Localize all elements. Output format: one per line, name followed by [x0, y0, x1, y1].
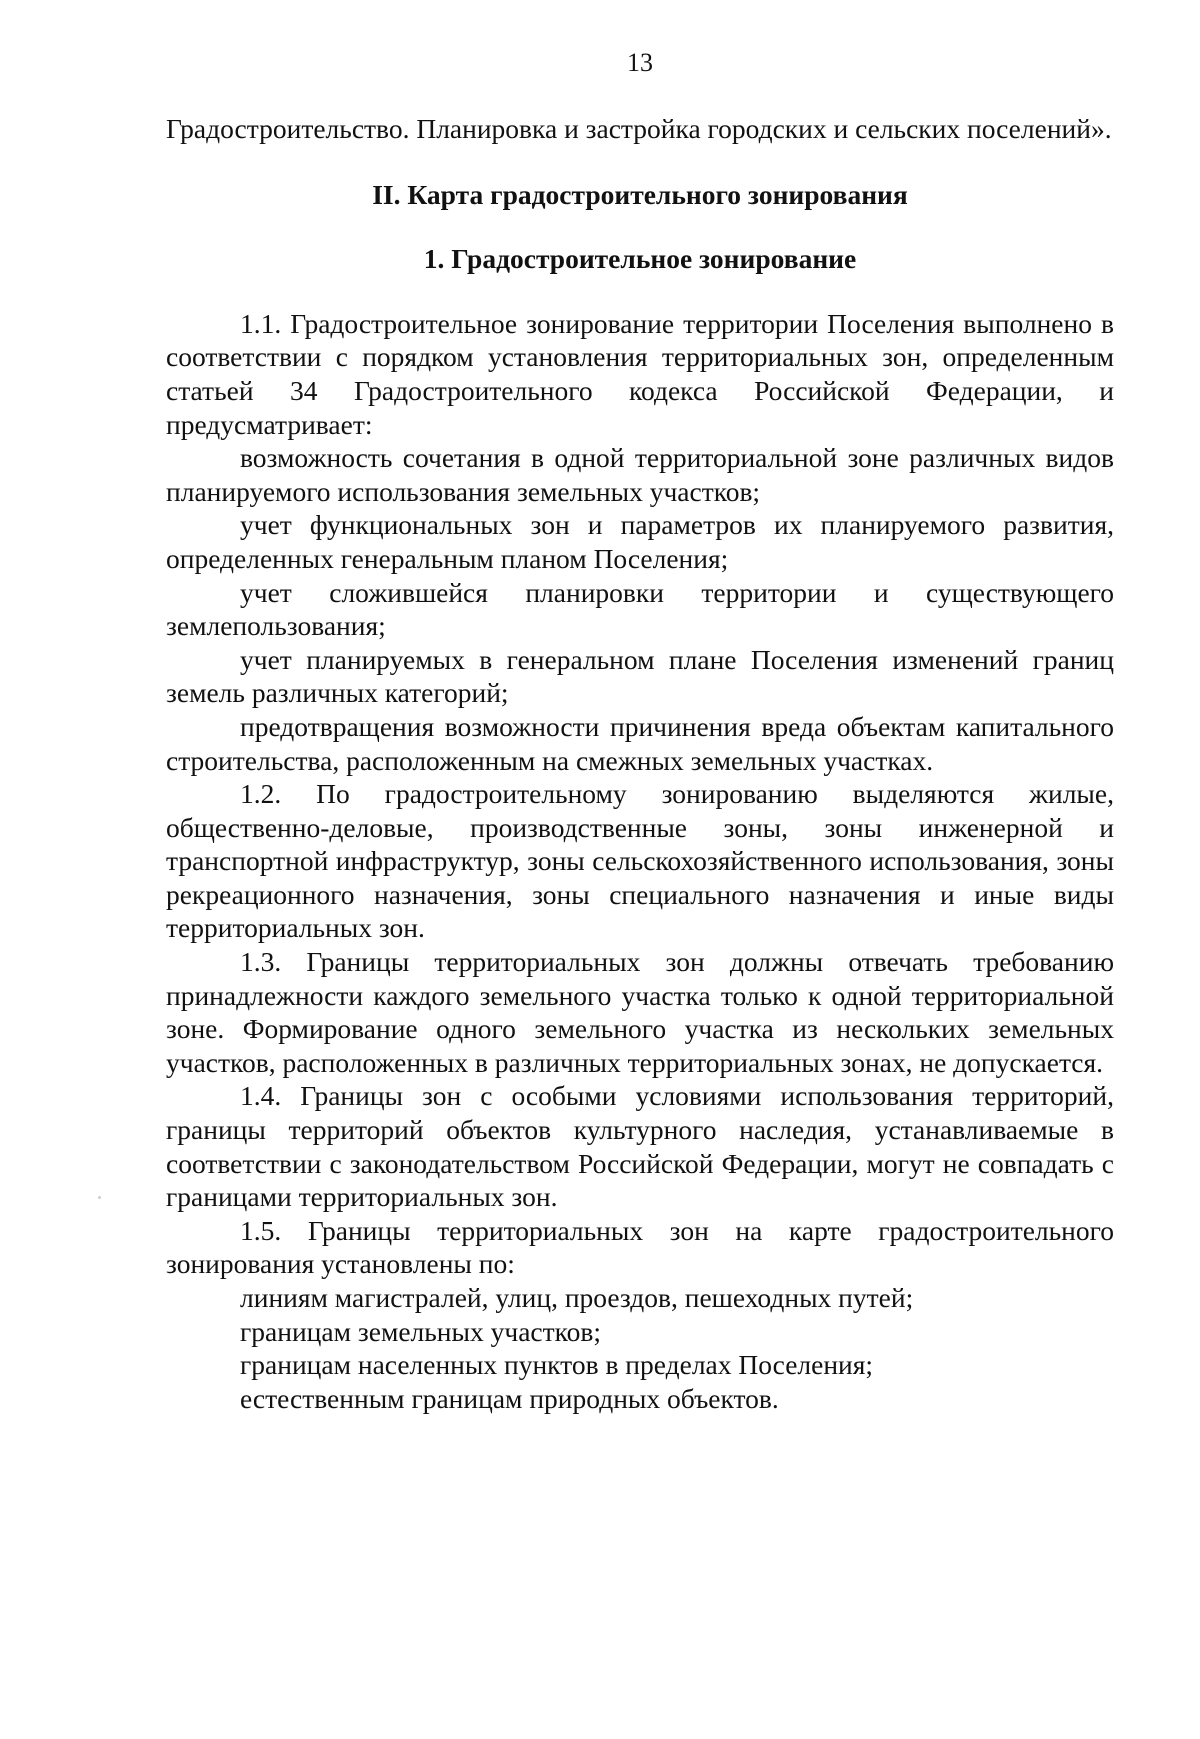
paragraph-1-4: 1.4. Границы зон с особыми условиями использования территорий, границы территорий объектов культурного наследия, устанавливаемые в соответствии с законодательством Российской Федерации, могут не совпадать с границами территориальных зон. — [166, 1080, 1114, 1213]
paragraph-1-5: 1.5. Границы территориальных зон на карте градостроительного зонирования установлены по: — [166, 1214, 1114, 1280]
list-item: линиям магистралей, улиц, проездов, пешеходных путей; — [240, 1282, 914, 1313]
paragraph-1-2: 1.2. По градостроительному зонированию выделяются жилые, общественно-деловые, производственные зоны, зоны инженерной и транспортной инфраструктур, зоны сельскохозяйственного использования, зоны рекреационного назначения, зоны специального назначения и иные виды территориальных зон. — [166, 778, 1114, 944]
document-body — [166, 112, 1114, 1415]
list-item: границам населенных пунктов в пределах Поселения; — [240, 1349, 874, 1381]
list-item: естественным границам природных объектов. — [240, 1382, 779, 1414]
paragraph-1-3: 1.3. Границы территориальных зон должны отвечать требованию принадлежности каждого земельного участка только к одной территориальной зоне. Формирование одного земельного участка из нескольких земельных участков, расположенных в различных территориальных зонах, не допускается. — [166, 946, 1114, 1078]
scan-speck — [98, 1196, 101, 1199]
list-item: учет функциональных зон и параметров их планируемого развития, определенных генеральным планом Поселения; — [166, 509, 1114, 574]
paragraph-1-1: 1.1. Градостроительное зонирование территории Поселения выполнено в соответствии с порядком установления территориальных зон, определенным статьей 34 Градостроительного кодекса Российской Федерации, и предусматривает: — [166, 307, 1114, 440]
section-heading: II. Карта градостроительного зонирования — [372, 178, 908, 210]
subsection-heading: 1. Градостроительное зонирование — [423, 243, 857, 275]
intro-paragraph: Градостроительство. Планировка и застройка городских и сельских поселений». — [166, 113, 1112, 144]
list-item: предотвращения возможности причинения вреда объектам капитального строительства, расположенным на смежных земельных участках. — [166, 710, 1114, 776]
page-number: 13 — [627, 48, 653, 77]
list-item: границам земельных участков; — [240, 1315, 601, 1347]
list-item: учет сложившейся планировки территории и существующего землепользования; — [166, 576, 1114, 642]
list-item: учет планируемых в генеральном плане Поселения изменений границ земель различных категорий; — [166, 643, 1114, 709]
list-item: возможность сочетания в одной территориальной зоне различных видов планируемого использования земельных участков; — [166, 442, 1114, 507]
